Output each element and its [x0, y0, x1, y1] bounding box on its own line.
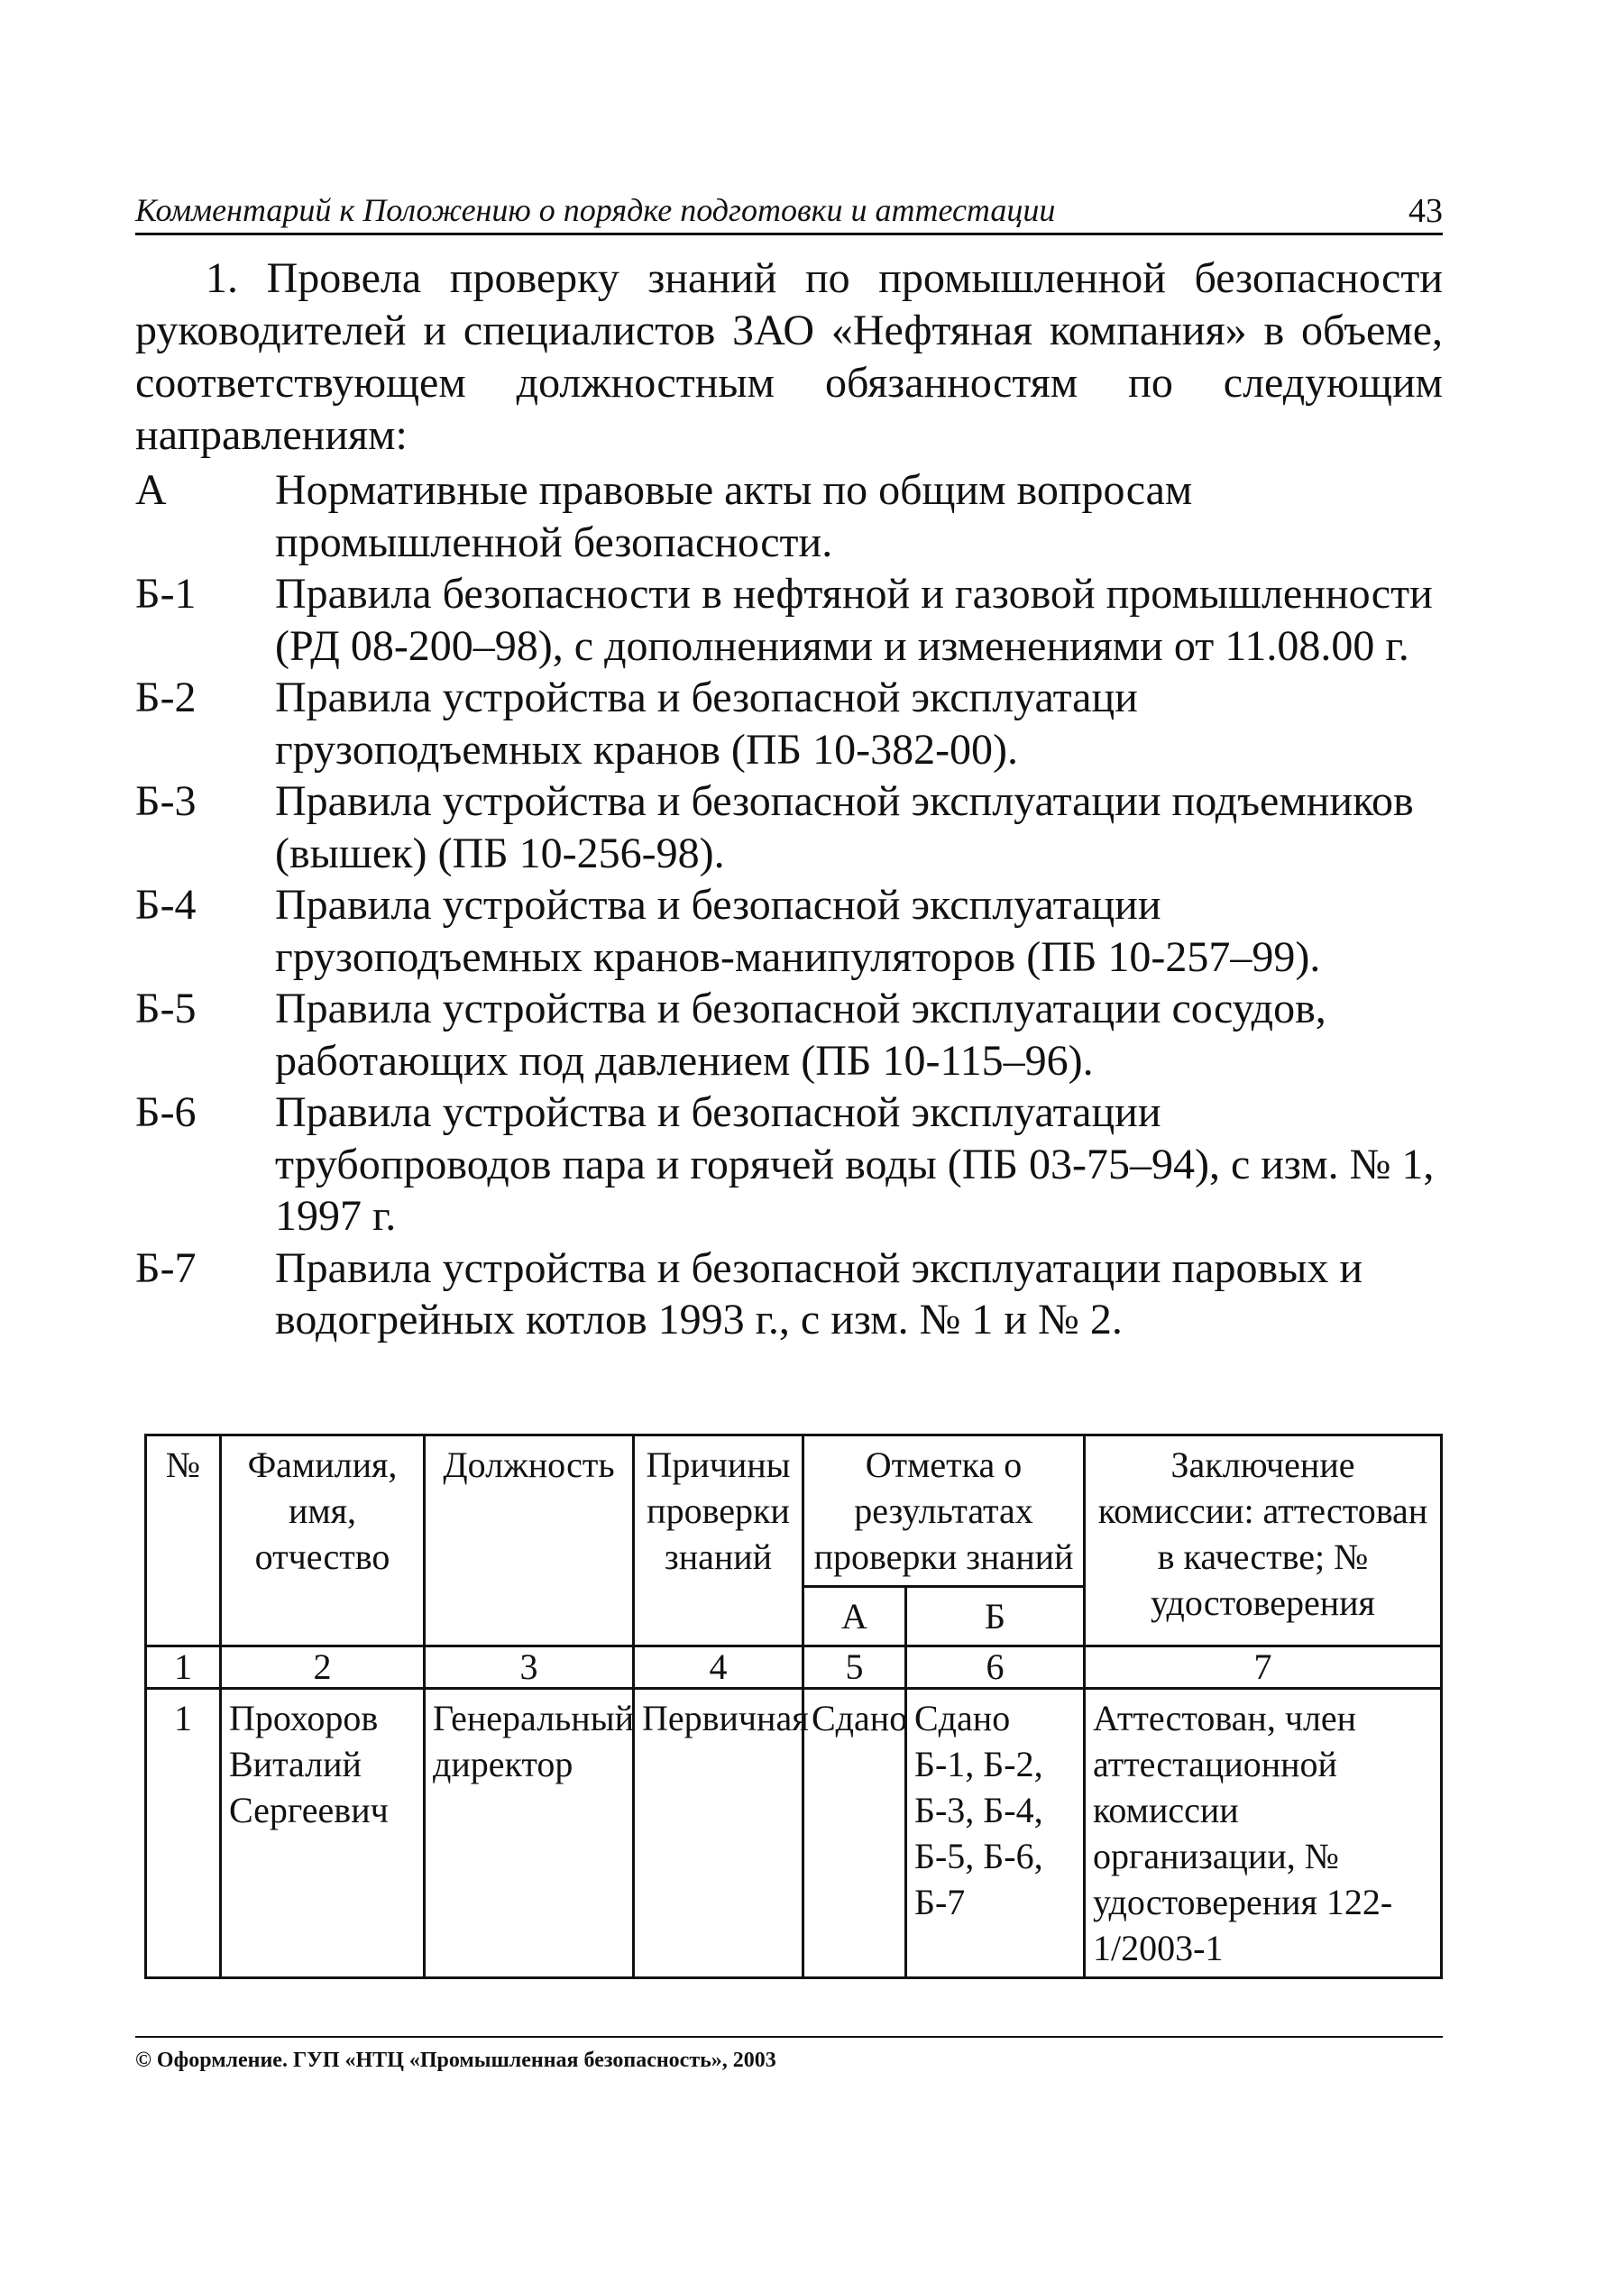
direction-code: А [135, 466, 167, 514]
directions-list [135, 464, 1443, 1346]
header-num: № [146, 1435, 221, 1646]
direction-text: Правила безопасности в нефтяной и газовой промышленности (РД 08-200–98), с дополнениями и изменениями от 11.08.00 г. [275, 570, 1433, 670]
attestation-table [144, 1434, 1443, 1979]
direction-item [135, 775, 1443, 879]
column-number: 7 [1085, 1646, 1442, 1689]
direction-text: Правила устройства и безопасной эксплуатации сосудов, работающих под давлением (ПБ 10-115–96). [275, 985, 1326, 1085]
direction-text: Правила устройства и безопасной эксплуатации грузоподъемных кранов-манипуляторов (ПБ 10-257–99). [275, 881, 1321, 981]
page-number: 43 [1408, 192, 1443, 230]
direction-item [135, 568, 1443, 672]
direction-text: Правила устройства и безопасной эксплуатации подъемников (вышек) (ПБ 10-256-98). [275, 777, 1414, 877]
header-position: Должность [425, 1435, 634, 1646]
header-results: Отметка о результатах проверки знаний [803, 1435, 1085, 1587]
direction-text: Правила устройства и безопасной эксплуатации трубопроводов пара и горячей воды (ПБ 03-75–94), с изм. № 1, 1997 г. [275, 1088, 1435, 1240]
column-number: 5 [803, 1646, 906, 1689]
direction-item [135, 983, 1443, 1087]
column-number: 2 [221, 1646, 425, 1689]
direction-code: Б-6 [135, 1088, 197, 1136]
cell-name: Прохоров Виталий Сергеевич [221, 1689, 425, 1978]
running-head [135, 189, 1443, 234]
cell-position: Генеральный директор [425, 1689, 634, 1978]
header-divider [135, 233, 1443, 235]
column-number: 3 [425, 1646, 634, 1689]
running-title: Комментарий к Положению о порядке подготовки и аттестации [135, 192, 1056, 228]
header-reason: Причины проверки знаний [634, 1435, 803, 1646]
direction-code: Б-5 [135, 985, 197, 1032]
footer-divider [135, 2036, 1443, 2038]
intro-paragraph: 1. Провела проверку знаний по промышленной безопасности руководителей и специалистов ЗАО «Нефтяная компания» в объеме, соответствующем должностным обязанностям по следующим направлениям: [135, 254, 1443, 459]
direction-item [135, 464, 1443, 568]
table-row [146, 1689, 1442, 1978]
direction-code: Б-2 [135, 674, 197, 721]
direction-text: Нормативные правовые акты по общим вопросам промышленной безопасности. [275, 466, 1193, 566]
column-number: 1 [146, 1646, 221, 1689]
header-conclusion: Заключение комиссии: аттестован в качестве; № удостоверения [1085, 1435, 1442, 1646]
table-header-row [146, 1435, 1442, 1587]
cell-num: 1 [146, 1689, 221, 1978]
direction-code: Б-4 [135, 881, 197, 929]
header-result-a: А [803, 1587, 906, 1646]
column-number: 6 [906, 1646, 1085, 1689]
copyright-notice: © Оформление. ГУП «НТЦ «Промышленная безопасность», 2003 [135, 2049, 776, 2072]
cell-result-a: Сдано [803, 1689, 906, 1978]
cell-reason: Первичная [634, 1689, 803, 1978]
cell-conclusion: Аттестован, член аттестационной комиссии организации, № удостоверения 122-1/2003-1 [1085, 1689, 1442, 1978]
direction-text: Правила устройства и безопасной эксплуатаци грузоподъемных кранов (ПБ 10-382-00). [275, 674, 1138, 774]
direction-text: Правила устройства и безопасной эксплуатации паровых и водогрейных котлов 1993 г., с изм. № 1 и № 2. [275, 1243, 1363, 1343]
direction-item [135, 672, 1443, 775]
direction-code: Б-7 [135, 1243, 197, 1292]
header-result-b: Б [906, 1587, 1085, 1646]
direction-item [135, 1242, 1443, 1346]
direction-item [135, 1087, 1443, 1242]
header-name: Фамилия, имя, отчество [221, 1435, 425, 1646]
cell-result-b: Сдано Б-1, Б-2, Б-3, Б-4, Б-5, Б-6, Б-7 [906, 1689, 1085, 1978]
direction-item [135, 879, 1443, 983]
direction-code: Б-3 [135, 777, 197, 825]
column-number: 4 [634, 1646, 803, 1689]
direction-code: Б-1 [135, 570, 197, 618]
column-number-row [146, 1646, 1442, 1689]
